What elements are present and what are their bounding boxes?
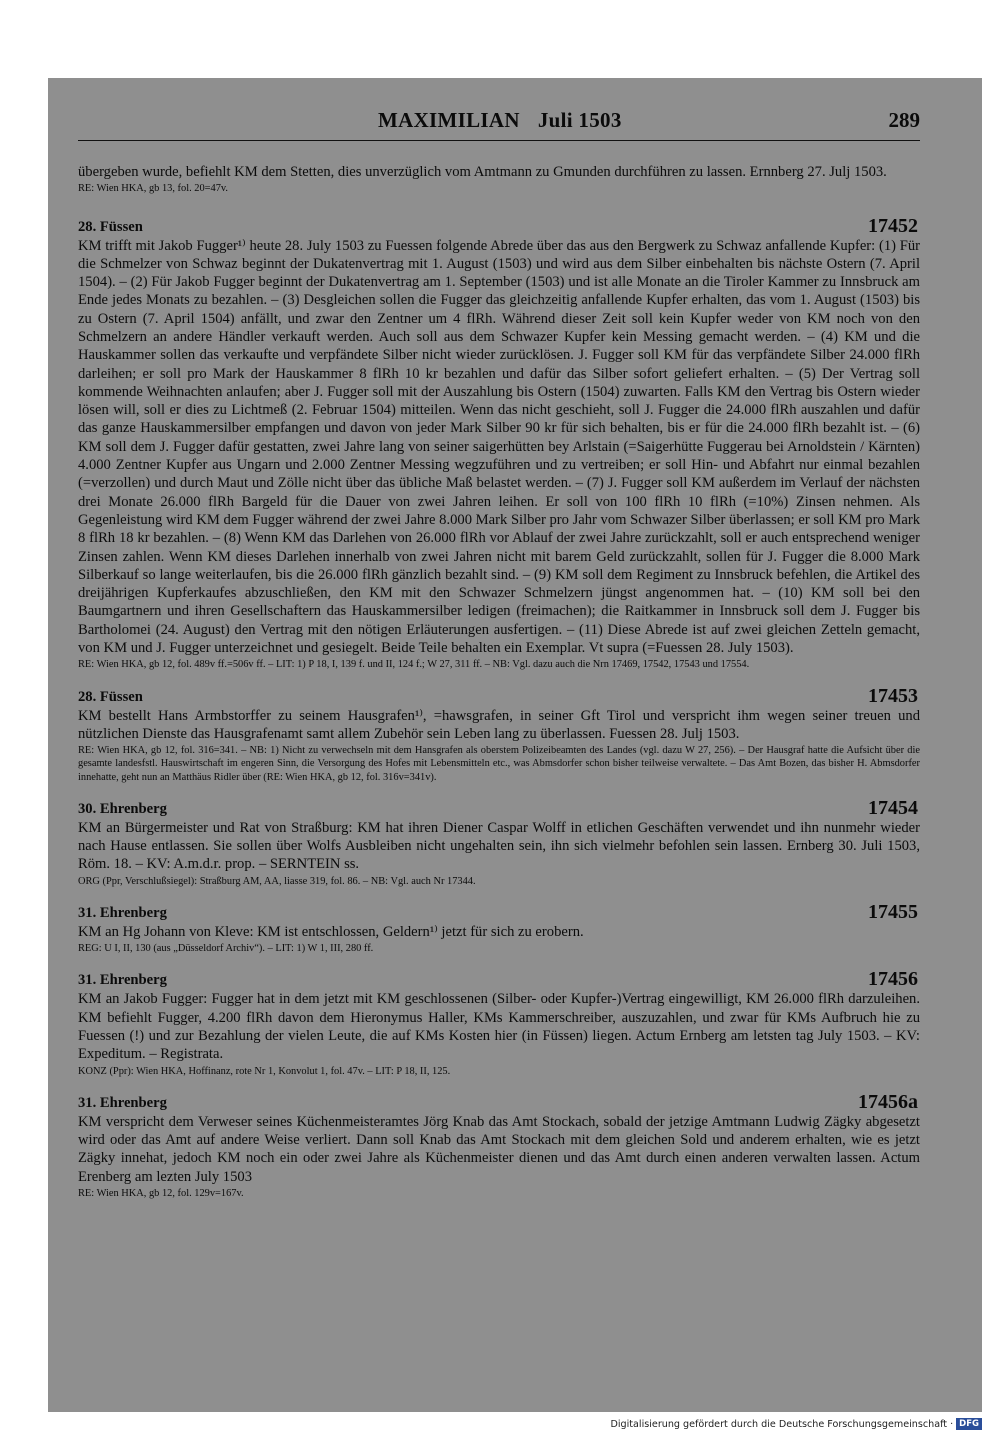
entry-17455	[78, 902, 920, 956]
continuation-note: RE: Wien HKA, gb 13, fol. 20=47v.	[78, 183, 229, 195]
entry-date-place: 30. Ehrenberg	[78, 800, 167, 817]
entry-note: KONZ (Ppr): Wien HKA, Hoffinanz, rote Nr 1, Konvolut 1, fol. 47v. – LIT: P 18, II, 125.	[78, 1065, 451, 1077]
entry-date-place: 28. Füssen	[78, 688, 143, 705]
continuation-block	[78, 163, 920, 196]
entry-heading	[78, 686, 920, 707]
running-header	[78, 106, 920, 141]
entry-heading	[78, 969, 920, 990]
continuation-text: übergeben wurde, befiehlt KM dem Stetten, dies unverzüglich vom Amtmann zu Gmunden durchführen zu lassen. Ernnberg 27. Julj 1503.	[78, 164, 887, 180]
funding-footer	[610, 1418, 982, 1430]
entry-text: KM an Jakob Fugger: Fugger hat in dem jetzt mit KM geschlossenen (Silber- oder Kupfer-)Vertrag eingewilligt, KM 26.000 flRh darzuleihen. KM befiehlt Fugger, 4.200 flRh davon dem Hieronymus Haller, KMs Kammerschreiber, auszuzahlen, und zwar für KMs Aufbruch hie zu Fuessen (!) und zur Bezahlung der vielen Leute, die auf KMs Kosten hier (in Füssen) liegen. Actum Ernberg am letsten tag July 1503. – KV: Expeditum. – Registrata.	[78, 991, 920, 1063]
entry-17456	[78, 969, 920, 1077]
entry-text: KM trifft mit Jakob Fugger¹⁾ heute 28. July 1503 zu Fuessen folgende Abrede über das aus den Bergwerk zu Schwaz anfallende Kupfer: (1) Für die Schmelzer von Schwaz beginnt der Dukatenvertrag mit 1. August (1503) und wird aus dem Silber einbehalten bis nächste Ostern (7. April 1504). – (2) Für Jakob Fugger beginnt der Dukatenvertrag am 1. September (1503) und ist alle Monate an die Tiroler Kammer zu Innsbruck am Ende jedes Monats zu bezahlen. – (3) Desgleichen sollen die Fugger das gleichzeitig anfallende Kupfer erhalten, das vom 1. August (1503) bis zu Ostern (7. April 1504) anfällt, und zwar den Zentner um 4 flRh. Während dieser Zeit soll kein Kupfer weder von KM noch von den Schmelzern an andere Händler verkauft werden. Auch soll aus dem Schwazer Kupfer kein Messing gemacht werden. – (4) KM und die Hauskammer sollen das verkaufte und verpfändete Silber nicht wieder zurücklösen. J. Fugger soll KM für das verpfändete Silber 24.000 flRh darleihen; er soll pro Mark der Hauskammer 8 flRh 10 kr bezahlen und dafür das Silber sofort geliefert erhalten. – (5) Der Vertrag soll kommende Weihnachten anlaufen; aber J. Fugger soll mit der Auszahlung bis Ostern (1504) zuwarten. Falls KM den Vertrag bis Ostern wieder lösen will, soll er dies zu Lichtmeß (2. Februar 1504) mitteilen. Wenn das nicht geschieht, soll J. Fugger die 24.000 flRh auszahlen und dafür das ganze Hauskammersilber empfangen und davon von jeder Mark Silber 90 kr für sich behalten, bis er für die 24.000 flRh bezahlt ist. – (6) KM soll dem J. Fugger dafür gestatten, zwei Jahre lang von seiner saigerhütten bey Arlstain (=Saigerhütte Fuggerau bei Arnoldstein / Kärnten) 4.000 Zentner Kupfer aus Ungarn und 2.000 Zentner Messing wegzuführen und zu vertreiben; er soll Hin- und Abfahrt nur einmal bezahlen (=verzollen) und durch Maut und Zölle nicht über das übliche Maß belastet werden. – (7) J. Fugger soll KM außerdem im Verlauf der nächsten drei Monate 26.000 flRh Bargeld für die Dauer von zwei Jahren leihen. Er soll von 100 flRh 10 flRh (=10%) Zinsen nehmen. Als Gegenleistung wird KM dem Fugger während der zwei Jahre 8.000 Mark Silber pro Jahr vom Schwazer Silber überlassen; er soll KM pro Mark 8 flRh 18 kr bezahlen. – (8) Wenn KM das Darlehen von 26.000 flRh vor Ablauf der zwei Jahre zurückzahlt, soll er auch entsprechend weniger Zinsen zahlen. Wenn KM dieses Darlehen innerhalb von zwei Jahren nicht mit barem Geld zurückzahlt, sollen für J. Fugger die 8.000 Mark Silberkauf so lange weiterlaufen, bis die 26.000 flRh gänzlich bezahlt sind. – (9) KM soll dem Regiment zu Innsbruck befehlen, die Artikel des dreijährigen Kupferkaufes abzuschließen, den KM mit den Schwazer Schmelzern jüngst angenommen hat. – (10) KM soll bei den Baumgartnern und ihren Gesellschaftern das Hauskammersilber ledigen (freimachen); die Raitkammer in Innsbruck soll dem J. Fugger bis Bartholomei (24. August) den Vertrag mit den nötigen Erläuterungen ausfertigen. – (11) Diese Abrede ist auf zwei gleichen Zetteln gemacht, von KM und J. Fugger unterzeichnet und gesiegelt. Beide Teile behalten ein Exemplar. Vt supra (=Fuessen 28. July 1503).	[78, 237, 920, 657]
page-title: MAXIMILIAN Juli 1503	[378, 108, 622, 132]
entry-17452	[78, 216, 920, 672]
entry-date-place: 31. Ehrenberg	[78, 904, 167, 921]
entry-date-place: 31. Ehrenberg	[78, 1094, 167, 1111]
entry-17453	[78, 686, 920, 784]
entry-heading	[78, 1092, 920, 1113]
dfg-logo: DFG	[956, 1418, 982, 1430]
entry-text: KM verspricht dem Verweser seines Küchenmeisteramtes Jörg Knab das Amt Stockach, sobald der jetzige Amtmann Ludwig Zägky abgesetzt wird oder das Amt auf andere Weise verliert. Dann soll Knab das Amt Stockach mit dem gleichen Sold und anderem erhalten, wie es jetzt Zägky innehat, jedoch KM noch ein oder zwei Jahre als Küchenmeister dienen und das Amt durch einen anderen verwalten lassen. Actum Erenberg am lezten July 1503	[78, 1113, 920, 1185]
entry-heading	[78, 216, 920, 237]
entry-text: KM an Hg Johann von Kleve: KM ist entschlossen, Geldern¹⁾ jetzt für sich zu erobern.	[78, 923, 584, 940]
entry-date-place: 31. Ehrenberg	[78, 972, 167, 989]
entry-number: 17454	[868, 796, 918, 819]
entry-number: 17453	[868, 684, 918, 707]
entry-17456a	[78, 1092, 920, 1200]
entry-17454	[78, 798, 920, 888]
entry-text: KM an Bürgermeister und Rat von Straßburg: KM hat ihren Diener Caspar Wolff in etlichen Geschäften verwendet und ihn nunmehr wieder nach Hause entlassen. Sie sollen über Wolfs Ausbleiben nicht ungehalten sein, ihn sich vielmehr befohlen sein lassen. Ernberg 30. Juli 1503, Röm. 18. – KV: A.m.d.r. prop. – SERNTEIN ss.	[78, 819, 920, 873]
page-number: 289	[888, 108, 920, 132]
document-page	[78, 106, 920, 1200]
entry-number: 17456a	[858, 1090, 918, 1113]
footer-text: Digitalisierung gefördert durch die Deutsche Forschungsgemeinschaft ·	[610, 1419, 954, 1430]
entry-note: RE: Wien HKA, gb 12, fol. 489v ff.=506v ff. – LIT: 1) P 18, I, 139 f. und II, 124 f.; W 27, 311 ff. – NB: Vgl. dazu auch die Nrn 17469, 17542, 17543 und 17554.	[78, 659, 750, 671]
entry-number: 17455	[868, 900, 918, 923]
entry-text: KM bestellt Hans Armbstorffer zu seinem Hausgrafen¹⁾, =hawsgrafen, in seiner Gft Tirol und verspricht ihm wegen seiner treuen und nützlichen Dienste das Hausgrafenamt samt allem Zubehör sein Leben lang zu überlassen. Fuessen 28. Julj 1503.	[78, 707, 920, 742]
entry-note: ORG (Ppr, Verschlußsiegel): Straßburg AM, AA, liasse 319, fol. 86. – NB: Vgl. auch Nr 17344.	[78, 875, 476, 887]
entry-number: 17456	[868, 968, 918, 991]
entry-date-place: 28. Füssen	[78, 218, 143, 235]
entry-number: 17452	[868, 214, 918, 237]
entry-heading	[78, 902, 920, 923]
entry-note: RE: Wien HKA, gb 12, fol. 316=341. – NB: 1) Nicht zu verwechseln mit dem Hansgrafen als oberstem Polizeibeamten des Landes (vgl. dazu W 27, 256). – Der Hausgraf hatte die Aufsicht über die gesamte landesfstl. Hauswirtschaft im engeren Sinn, die Versorgung des Hofes mit Lebensmitteln etc., was Abmsdorfer schon bisher teilweise verwaltete. – Das Amt Bozen, das bisher H. Abmsdorfer innehatte, geht nun an Matthäus Ridler über (RE: Wien HKA, gb 12, fol. 316v=341v).	[78, 745, 920, 783]
entry-note: RE: Wien HKA, gb 12, fol. 129v=167v.	[78, 1187, 244, 1199]
entry-heading	[78, 798, 920, 819]
entry-note: REG: U I, II, 130 (aus „Düsseldorf Archiv“). – LIT: 1) W 1, III, 280 ff.	[78, 943, 374, 955]
